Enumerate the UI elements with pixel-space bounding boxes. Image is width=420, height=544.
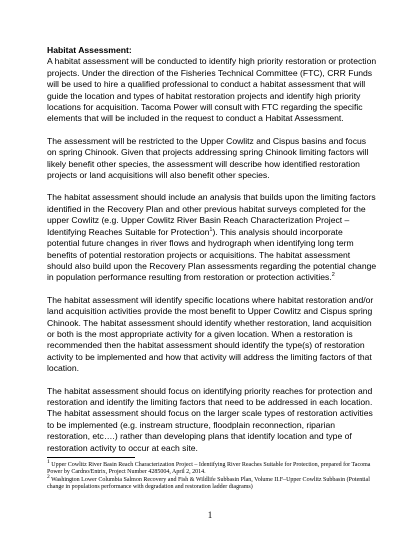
paragraph-5: The habitat assessment should focus on identifying priority reaches for protection and restoration and identify the limiting factors that need to be addressed in each location. The habitat assessment should focus on the larger scale types of restoration activities to be implemented (e.g. instream structure, floodplain reconnection, riparian restoration, etc….) rather than developing plans that identify location and type of restoration activity to occur at each site. [47,385,373,453]
footnote-mark-1: 1 [47,459,50,465]
footnote-2 [47,473,387,492]
page-number: 1 [207,510,213,520]
paragraph-4: The habitat assessment will identify specific locations where habitat restoration and/or land acquisition activities provide the most benefit to Upper Cowlitz and Cispus spring Chinook. The habitat assessment should identify whether restoration, land acquisition or both is the most appropriate activity for a given location. When a restoration is recommended then the habitat assessment should identify the type(s) of restoration activity to be implemented and how that activity will address the limiting factors of that location. [47,294,374,374]
footnote-ref-2: 2 [331,272,335,279]
footnote-ref-1: 1 [209,226,213,233]
paragraph-1: A habitat assessment will be conducted to identify high priority restoration or protection projects. Under the direction of the Fisheries Technical Committee (FTC), CRR Funds will be used to hire a qualified professional to conduct a habitat assessment that will guide the location and types of habitat restoration projects and identify high priority locations for acquisition. Tacoma Power will consult with FTC regarding the specific elements that will be included in the request to conduct a Habitat Assessment. [47,56,377,124]
paragraph-2: The assessment will be restricted to the Upper Cowlitz and Cispus basins and focus on spring Chinook. Given that projects addressing spring Chinook limiting factors will likely benefit other species, the assessment will describe how identified restoration projects or land acquisitions will also benefit other species. [47,135,369,181]
footnote-1-text: Upper Cowlitz River Basin Reach Characterization Project – Identifying River Reaches Suitable for Protection, prepared for Tacoma Power by Cardno/Entrix, Project Number 4285004, April 2, 2014. [47,462,371,476]
footnote-mark-2: 2 [47,473,50,480]
paragraph-3-text-b: ). This analysis should incorporate potential future changes in river flows and hydrograph when identifying long term benefits of potential restoration projects or acquisitions. The habitat assessment should also build upon the Recovery Plan assessments regarding the potential change in population performance resulting from restoration or protection activities. [47,226,377,283]
footnotes [47,459,387,491]
body-content [47,45,377,465]
paragraph-3 [47,192,377,283]
footnote-separator [47,457,135,458]
footnote-1 [47,459,387,477]
footnote-2-text: Washington Lower Columbia Salmon Recovery and Fish & Wildlife Subbasin Plan, Volume II.F–Upper Cowlitz Subbasin (Potential change in populations performance with degradation and restoration ladder diagrams) [47,476,370,490]
paragraph-3-text-a: The habitat assessment should include an analysis that builds upon the limiting factors identified in the Recovery Plan and other previous habitat surveys completed for the upper Cowlitz (e.g. Upper Cowlitz River Basin Reach Characterization Project – Identifying Reaches Suitable for Protection [47,192,376,237]
section-heading: Habitat Assessment: [47,45,132,55]
